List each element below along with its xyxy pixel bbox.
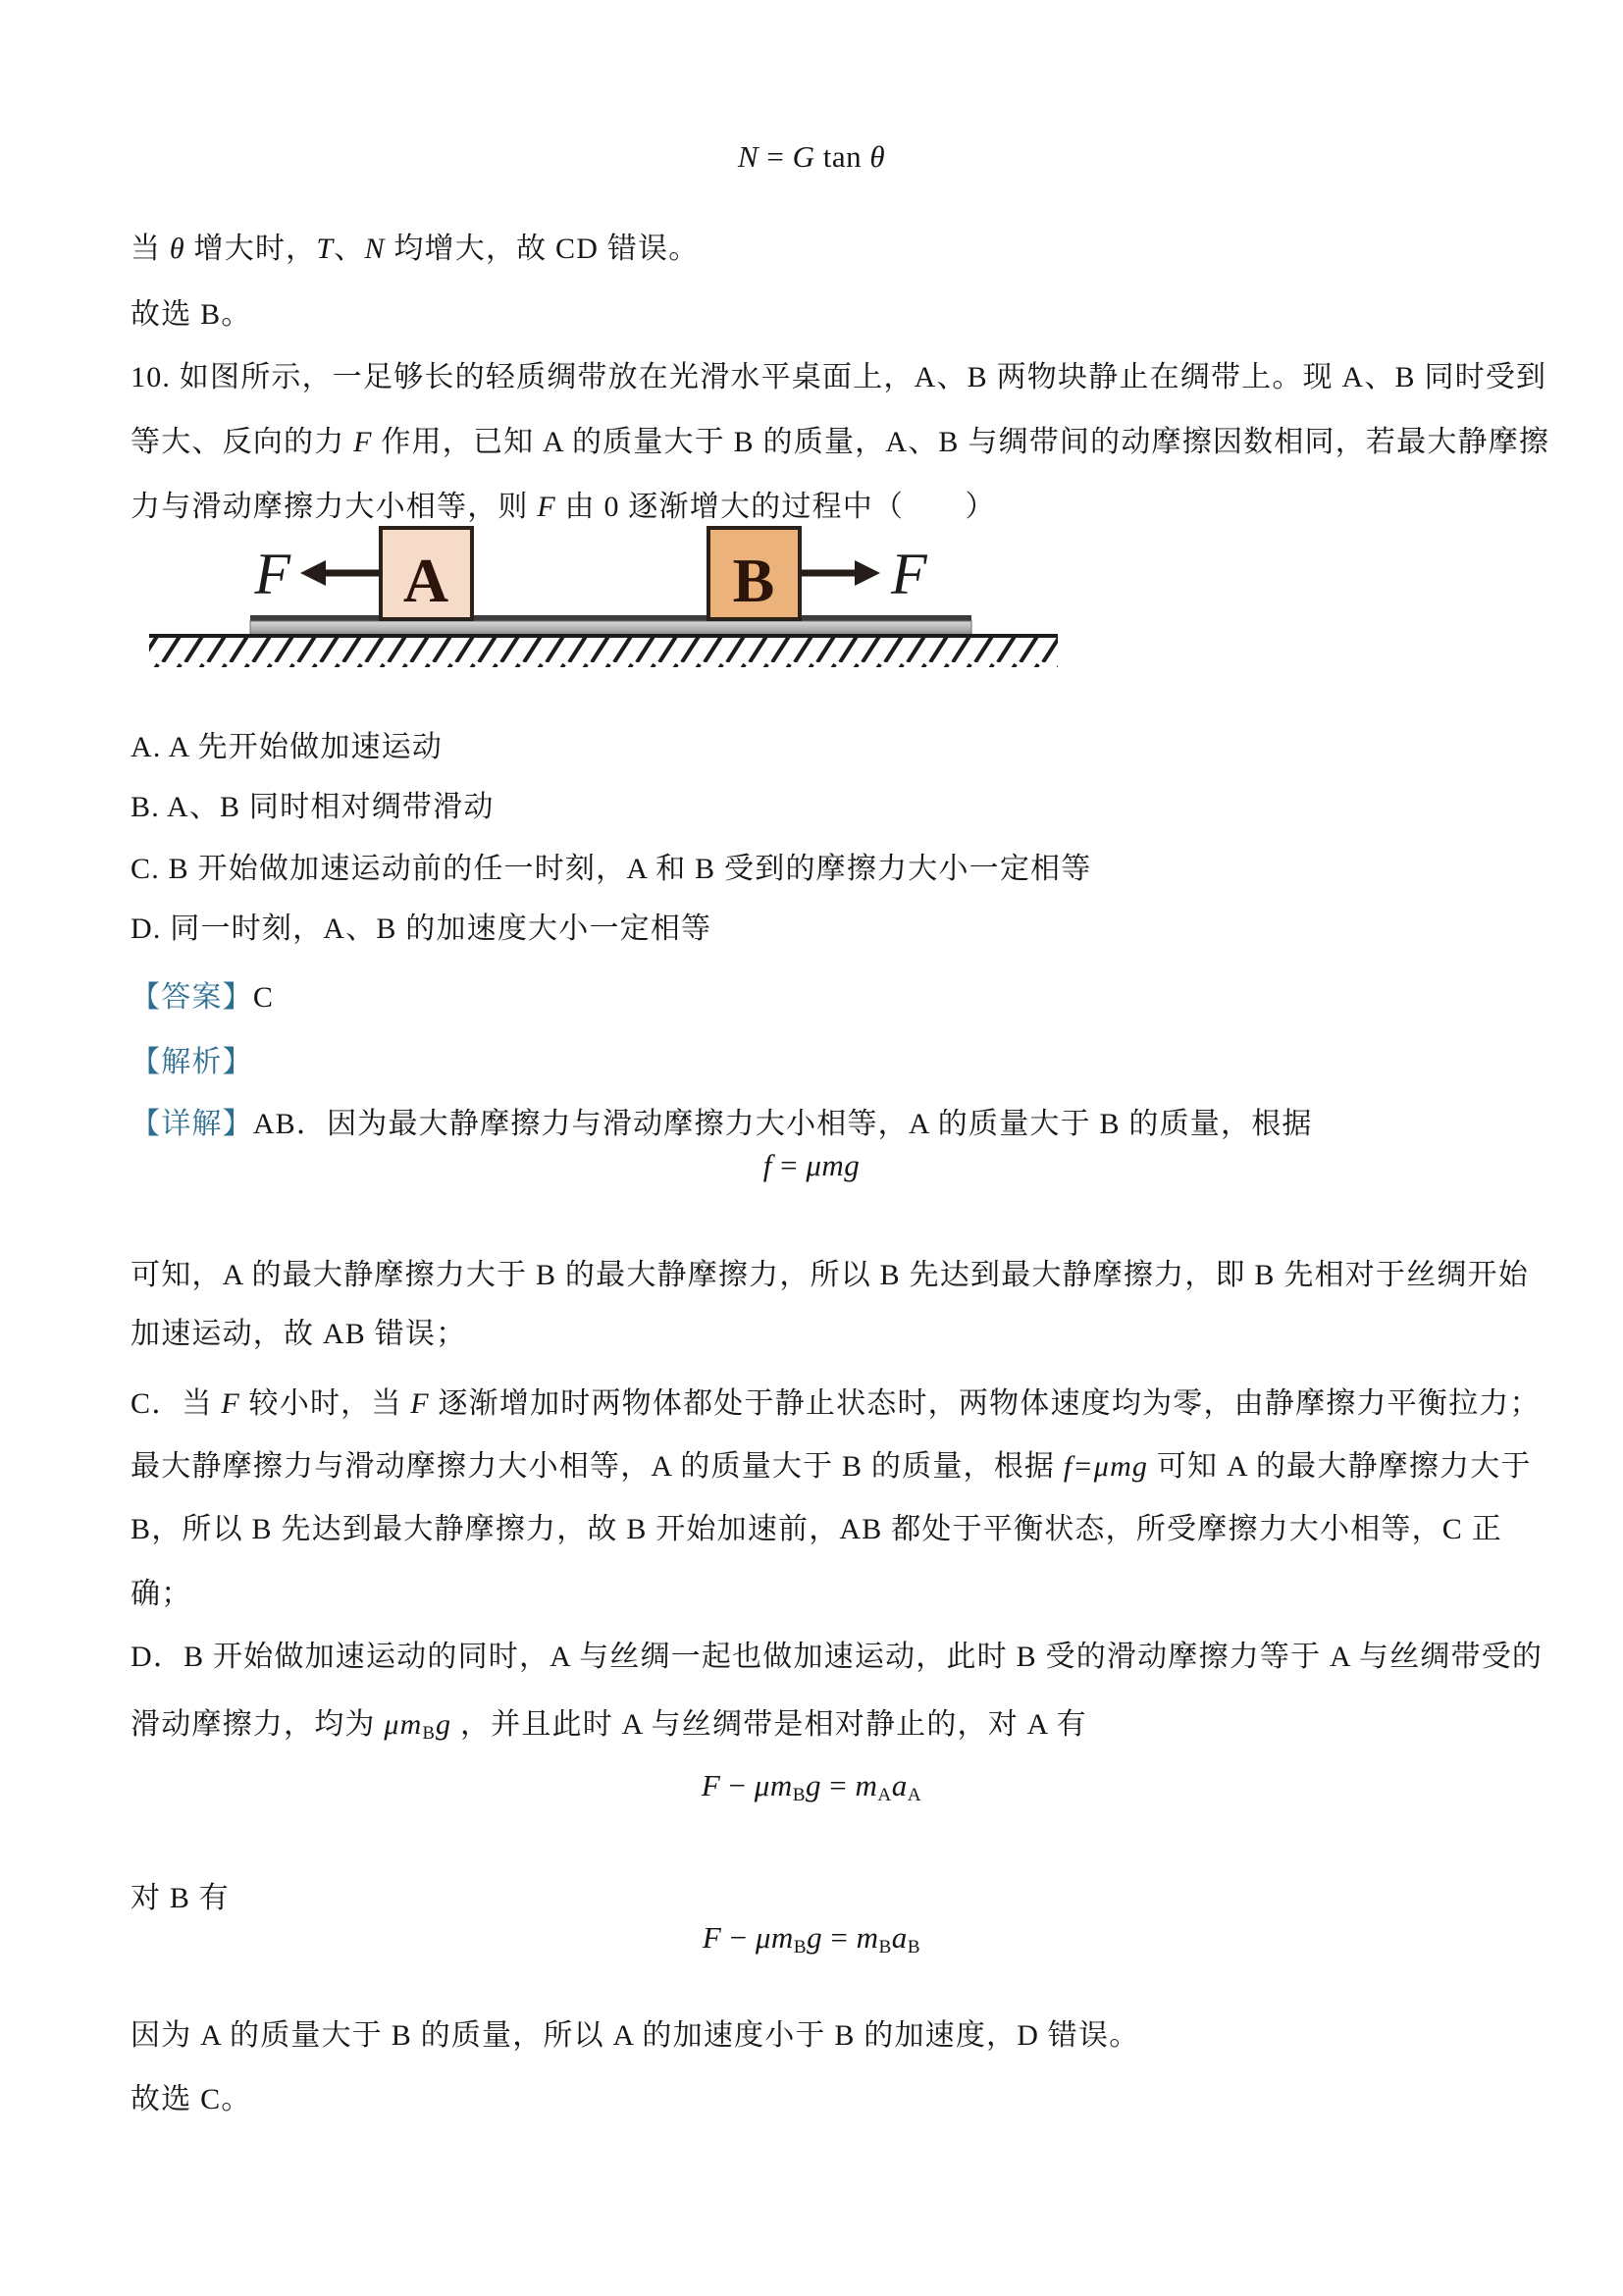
formula-newton-b (0, 1918, 1623, 1957)
formula-newton-a (0, 1766, 1623, 1805)
line-for-b: 对 B 有 (131, 1882, 231, 1914)
formula-part: g (807, 1920, 823, 1955)
formula-part: μmg (806, 1148, 861, 1182)
formula-part: N (737, 139, 759, 174)
line-choose-c: 故选 C。 (131, 2083, 252, 2115)
var-F: F (221, 1387, 240, 1420)
question-10-line-2 (131, 424, 1549, 461)
formula-part: m (856, 1920, 879, 1955)
text-segment: 等大、反向的力 (131, 426, 354, 458)
text-segment: 增大时， (184, 233, 317, 265)
inline-formula-fmug: f=μmg (1063, 1450, 1149, 1483)
var-F: F (537, 491, 556, 523)
detail-c-line-1 (131, 1385, 1541, 1423)
formula-part: − (721, 1920, 756, 1955)
text-segment: ，并且此时 A 与丝绸带是相对静止的，对 A 有 (451, 1708, 1087, 1741)
formula-part: = (759, 139, 793, 174)
text-segment: 当 (131, 233, 170, 265)
text-segment: 由 0 逐渐增大的过程中（ ） (555, 491, 996, 523)
option-c: C. B 开始做加速运动前的任一时刻，A 和 B 受到的摩擦力大小一定相等 (131, 853, 1092, 885)
line-choose-b: 故选 B。 (131, 298, 252, 331)
subscript-A: A (907, 1785, 922, 1805)
answer-value: C (252, 981, 275, 1014)
detail-line-1 (131, 1106, 1313, 1143)
text-segment: 、 (334, 233, 365, 265)
detail-c-line-4: 确； (131, 1578, 192, 1610)
formula-part: a (891, 1920, 908, 1955)
formula-part: = (822, 1920, 857, 1955)
detail-label: 【详解】 (131, 1108, 253, 1140)
var-N: N (364, 233, 386, 265)
detail-d-line-1: D．B 开始做加速运动的同时，A 与丝绸一起也做加速运动，此时 B 受的滑动摩擦力等于 A 与丝绸带受的 (131, 1641, 1544, 1673)
formula-part: = (821, 1768, 856, 1802)
subscript-B: B (793, 1937, 808, 1957)
ribbon-top-edge (250, 615, 971, 621)
force-label-right: F (891, 542, 927, 606)
var-theta: θ (169, 233, 185, 265)
text-segment: 逐渐增加时两物体都处于静止状态时，两物体速度均为零，由静摩擦力平衡拉力； (429, 1387, 1541, 1420)
force-arrowhead-left (300, 560, 326, 586)
text-segment: AB．因为最大静摩擦力与滑动摩擦力大小相等，A 的质量大于 B 的质量，根据 (252, 1108, 1313, 1140)
formula-part: G (792, 139, 815, 174)
formula-part: = (771, 1148, 807, 1182)
formula-part: f (762, 1148, 772, 1182)
option-a: A. A 先开始做加速运动 (131, 731, 444, 763)
question-10-line-1: 10. 如图所示，一足够长的轻质绸带放在光滑水平桌面上，A、B 两物块静止在绸带上。现 A、B 同时受到 (131, 361, 1547, 393)
text-segment: 最大静摩擦力与滑动摩擦力大小相等，A 的质量大于 B 的质量，根据 (131, 1450, 1064, 1483)
formula-part: a (891, 1768, 908, 1802)
formula-n-gtantheta (0, 137, 1623, 177)
option-b: B. A、B 同时相对绸带滑动 (131, 791, 495, 823)
subscript-B: B (907, 1937, 921, 1957)
var-g: g (436, 1708, 452, 1741)
text-segment: 滑动摩擦力，均为 (131, 1708, 385, 1741)
force-label-left: F (254, 542, 290, 606)
text-segment: 可知 A 的最大静摩擦力大于 (1148, 1450, 1532, 1483)
detail-line-2: 可知，A 的最大静摩擦力大于 B 的最大静摩擦力，所以 B 先达到最大静摩擦力，即 B 先相对于丝绸开始 (131, 1259, 1529, 1291)
physics-diagram (137, 515, 1070, 672)
option-d: D. 同一时刻，A、B 的加速度大小一定相等 (131, 913, 712, 945)
subscript-B: B (792, 1785, 807, 1805)
formula-part: μm (754, 1768, 793, 1802)
formula-part: tan (814, 139, 870, 174)
detail-line-3: 加速运动，故 AB 错误； (131, 1318, 467, 1350)
text-segment: 均增大，故 CD 错误。 (385, 233, 700, 265)
formula-part: g (806, 1768, 822, 1802)
subscript-B: B (878, 1937, 892, 1957)
formula-friction (0, 1146, 1623, 1185)
detail-c-line-3: B，所以 B 先达到最大静摩擦力，故 B 开始加速前，AB 都处于平衡状态，所受摩擦力大小相等，C 正 (131, 1513, 1502, 1545)
block-b-label: B (732, 546, 775, 615)
formula-part: m (855, 1768, 878, 1802)
force-arrowhead-right (855, 560, 880, 586)
ribbon-band (250, 621, 971, 635)
var-mu-m: μm (384, 1708, 423, 1741)
formula-part: μm (755, 1920, 794, 1955)
subscript-B: B (422, 1723, 437, 1744)
subscript-A: A (877, 1785, 892, 1805)
var-T: T (316, 233, 335, 265)
text-segment: C．当 (131, 1387, 222, 1420)
text-segment: 作用，已知 A 的质量大于 B 的质量，A、B 与绸带间的动摩擦因数相同，若最大静摩擦 (372, 426, 1550, 458)
text-segment: 力与滑动摩擦力大小相等，则 (131, 491, 538, 523)
var-F: F (410, 1387, 430, 1420)
formula-part: θ (869, 139, 886, 174)
detail-conclusion: 因为 A 的质量大于 B 的质量，所以 A 的加速度小于 B 的加速度，D 错误。 (131, 2019, 1140, 2052)
answer-line (131, 979, 274, 1017)
formula-part: F (702, 1920, 722, 1955)
ground-hatching (149, 638, 1058, 667)
formula-part: − (720, 1768, 755, 1802)
answer-label: 【答案】 (131, 981, 253, 1014)
text-segment: 较小时，当 (239, 1387, 411, 1420)
block-a-label: A (402, 546, 449, 615)
var-F: F (353, 426, 373, 458)
analysis-label: 【解析】 (131, 1046, 253, 1078)
line-theta-conclusion (131, 231, 699, 268)
detail-c-line-2 (131, 1448, 1532, 1486)
formula-part: F (701, 1768, 721, 1802)
detail-d-line-2 (131, 1706, 1087, 1744)
